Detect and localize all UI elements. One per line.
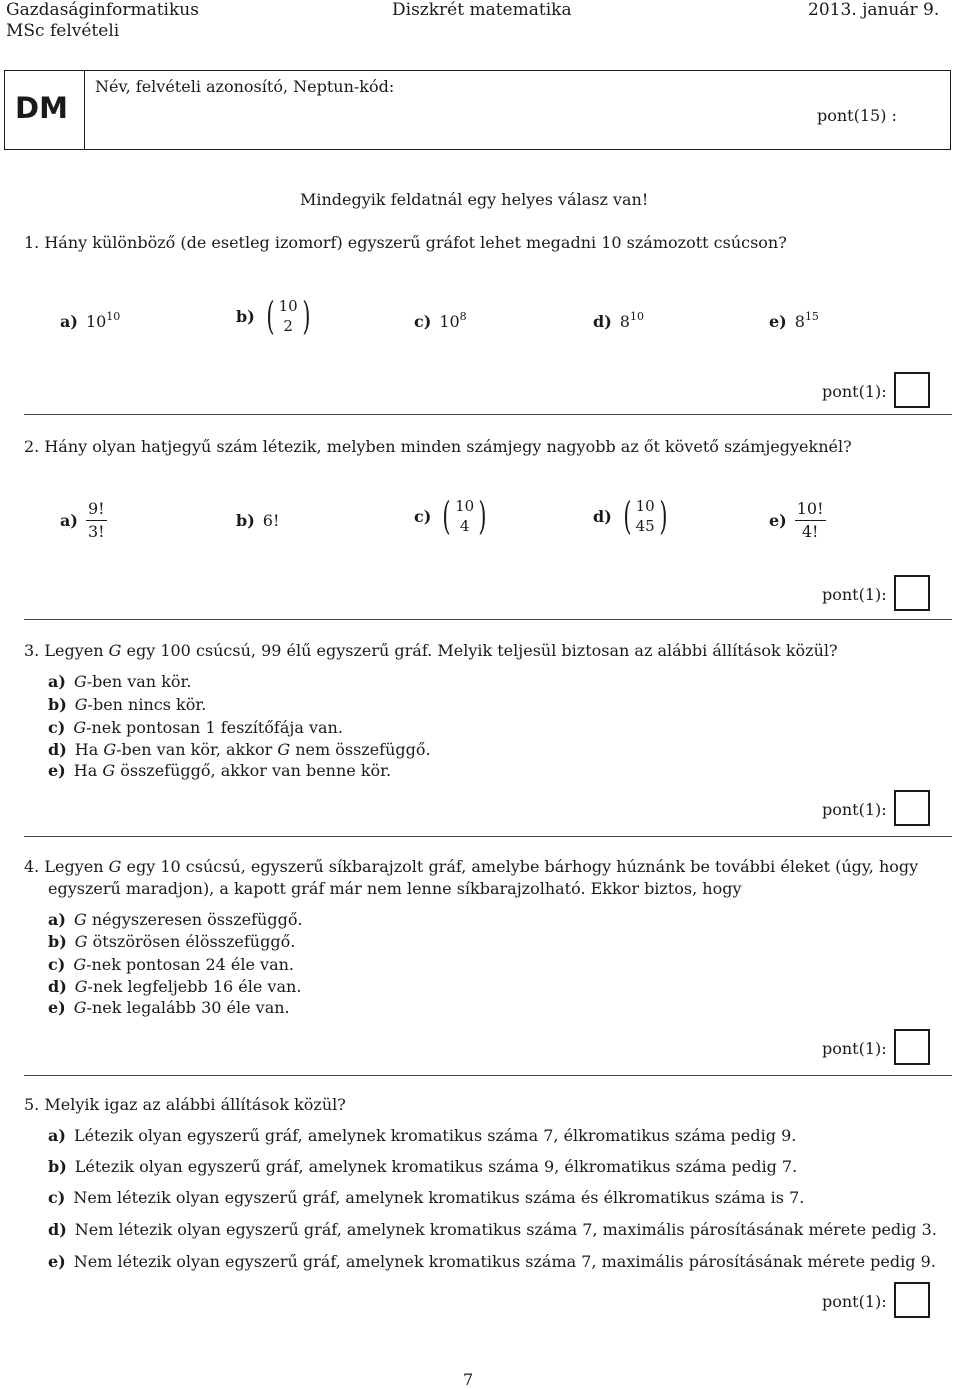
q5-option-e: e) Nem létezik olyan egyszerű gráf, amelynek kromatikus száma 7, maximális párosításának mérete pedig 9. <box>48 1252 936 1271</box>
q4-option-a: a) G négyszeresen összefüggő. <box>48 910 303 929</box>
q2-divider <box>24 619 952 620</box>
q5-option-d: d) Nem létezik olyan egyszerű gráf, amelynek kromatikus száma 7, maximális párosításának mérete pedig 3. <box>48 1220 937 1239</box>
q1-points-label: pont(1): <box>822 382 887 401</box>
q3-text: 3. Legyen G egy 100 csúcsú, 99 élű egyszerű gráf. Melyik teljesül biztosan az alábbi állítások közül? <box>24 641 838 660</box>
q3-answer-box[interactable] <box>894 790 930 826</box>
q3-option-b: b) G-ben nincs kör. <box>48 695 207 714</box>
q2-option-c: c) ( 10 4 ) <box>414 494 487 539</box>
q2-option-a: a) $\frac{9!}{3!}$ <box>60 499 105 541</box>
name-box <box>4 70 951 150</box>
q5-answer-box[interactable] <box>894 1282 930 1318</box>
header-subject: Diszkrét matematika <box>392 0 572 20</box>
q3-divider <box>24 836 952 837</box>
q5-option-a: a) Létezik olyan egyszerű gráf, amelynek kromatikus száma 7, élkromatikus száma pedig 9. <box>48 1126 797 1145</box>
q3-option-a: a) G-ben van kör. <box>48 672 192 691</box>
q3-option-e: e) Ha G összefüggő, akkor van benne kör. <box>48 761 392 780</box>
q4-option-c: c) G-nek pontosan 24 éle van. <box>48 955 294 974</box>
q4-text-line1: 4. Legyen G egy 10 csúcsú, egyszerű síkbarajzolt gráf, amelybe bárhogy húznánk be további éleket (úgy, hogy <box>24 857 919 876</box>
q4-text-line2: egyszerű maradjon), a kapott gráf már nem lenne síkbarajzolható. Ekkor biztos, hogy <box>48 879 742 898</box>
q2-option-b: b) 6! <box>236 511 280 530</box>
q5-option-b: b) Létezik olyan egyszerű gráf, amelynek kromatikus száma 9, élkromatikus száma pedig 7. <box>48 1157 798 1176</box>
q2-option-e: e) $\frac{10!}{4!}$ <box>769 499 824 541</box>
q3-points-label: pont(1): <box>822 800 887 819</box>
q4-answer-box[interactable] <box>894 1029 930 1065</box>
q1-answer-box[interactable] <box>894 372 930 408</box>
q2-points-label: pont(1): <box>822 585 887 604</box>
q1-text: 1. Hány különböző (de esetleg izomorf) egyszerű gráfot lehet megadni 10 számozott csúcson? <box>24 233 787 252</box>
q4-option-d: d) G-nek legfeljebb 16 éle van. <box>48 977 302 996</box>
q2-answer-box[interactable] <box>894 575 930 611</box>
q2-text: 2. Hány olyan hatjegyű szám létezik, melyben minden számjegy nagyobb az őt követő számjegyeknél? <box>24 437 852 456</box>
instruction-text: Mindegyik feldatnál egy helyes válasz van! <box>300 190 649 209</box>
q4-points-label: pont(1): <box>822 1039 887 1058</box>
page-number: 7 <box>463 1370 474 1389</box>
header-program: MSc felvételi <box>6 21 120 41</box>
exam-code: DM <box>15 91 68 125</box>
q1-option-a: a) $10^{10}$ <box>60 310 121 331</box>
q5-option-c: c) Nem létezik olyan egyszerű gráf, amelynek kromatikus száma és élkromatikus száma is 7. <box>48 1188 805 1207</box>
q3-option-c: c) G-nek pontosan 1 feszítőfája van. <box>48 718 343 737</box>
q2-option-d: d) ( 10 45 ) <box>593 494 668 539</box>
q1-option-c: c) $10^8$ <box>414 310 467 331</box>
header-course: Gazdaságinformatikus <box>6 0 199 20</box>
total-points-label: pont(15) : <box>817 106 897 125</box>
header-date: 2013. január 9. <box>808 0 940 20</box>
q1-option-b: b) ( 10 2 ) <box>236 294 311 339</box>
q1-option-e: e) $8^{15}$ <box>769 310 819 331</box>
name-field-label: Név, felvételi azonosító, Neptun-kód: <box>95 77 395 96</box>
q4-option-e: e) G-nek legalább 30 éle van. <box>48 998 290 1017</box>
q5-text: 5. Melyik igaz az alábbi állítások közül? <box>24 1095 346 1114</box>
q5-points-label: pont(1): <box>822 1292 887 1311</box>
q1-option-d: d) $8^{10}$ <box>593 310 644 331</box>
q4-divider <box>24 1075 952 1076</box>
q4-option-b: b) G ötszörösen élösszefüggő. <box>48 932 296 951</box>
q1-divider <box>24 414 952 415</box>
name-box-divider <box>84 71 85 149</box>
q3-option-d: d) Ha G-ben van kör, akkor G nem összefüggő. <box>48 740 431 759</box>
